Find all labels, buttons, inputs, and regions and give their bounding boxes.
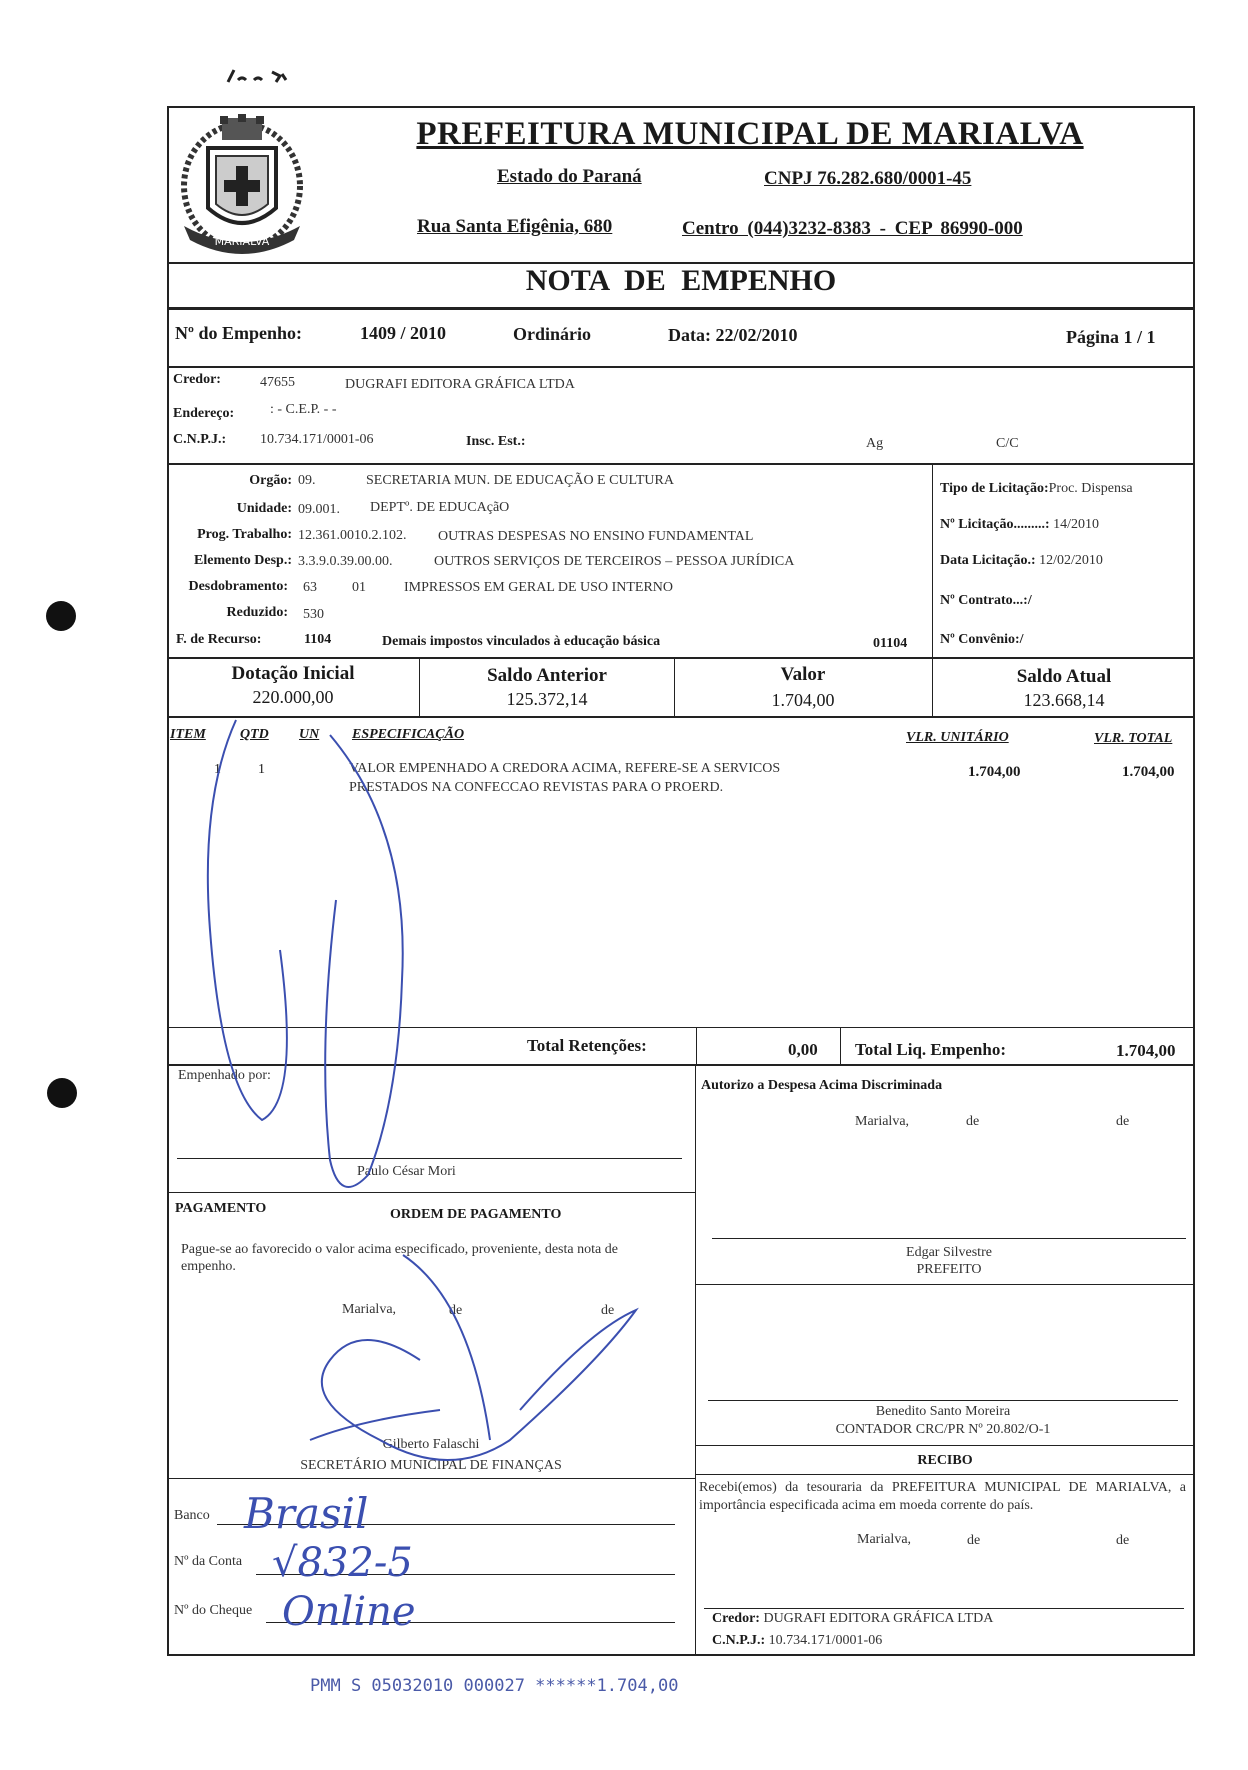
item-spec-line1: VALOR EMPENHADO A CREDORA ACIMA, REFERE-SE A SERVICOS [349, 761, 781, 776]
autorizo-de2: de [1116, 1114, 1130, 1129]
cheque-handwritten: Online [282, 1589, 416, 1635]
svg-text:MARIALVA: MARIALVA [214, 235, 270, 248]
cnpj-label: C.N.P.J.: [173, 432, 227, 447]
ag-label: Ag [866, 436, 884, 451]
cc-label: C/C [996, 436, 1019, 451]
pagamento-text: Pague-se ao favorecido o valor acima especificado, proveniente, desta nota de empenho. [181, 1242, 618, 1274]
reduzido-value: 530 [303, 607, 324, 622]
ordem-pagamento-label: ORDEM DE PAGAMENTO [390, 1207, 562, 1222]
state-name: Estado do Paraná [497, 166, 642, 187]
conta-handwritten: √832-5 [272, 1540, 413, 1586]
col-un: UN [299, 727, 320, 742]
autorizo-de1: de [966, 1114, 980, 1129]
recibo-credor-label: Credor: [712, 1611, 760, 1626]
credor-code: 47655 [260, 375, 295, 390]
recibo-label: RECIBO [917, 1453, 973, 1468]
col-vlr-unitario: VLR. UNITÁRIO [906, 730, 1009, 745]
desdobramento-name: IMPRESSOS EM GERAL DE USO INTERNO [404, 580, 674, 595]
recibo-cnpj-value: 10.734.171/0001-06 [768, 1633, 883, 1648]
recurso-label: F. de Recurso: [176, 632, 262, 647]
dotacao-inicial-value: 220.000,00 [252, 687, 334, 707]
col-vlr-total: VLR. TOTAL [1094, 731, 1173, 746]
empenho-type: Ordinário [513, 324, 592, 344]
autorizo-place: Marialva, [855, 1114, 910, 1129]
pagamento-label: PAGAMENTO [175, 1201, 267, 1216]
elemento-code: 3.3.9.0.39.00.00. [298, 554, 393, 569]
pagamento-de1: de [449, 1303, 463, 1318]
numero-licitacao-value: 14/2010 [1053, 517, 1099, 532]
col-especificacao: ESPECIFICAÇÃO [352, 727, 465, 742]
empenho-number-label: Nº do Empenho: [175, 323, 302, 343]
credor-name: DUGRAFI EDITORA GRÁFICA LTDA [345, 377, 575, 392]
valor-label: Valor [780, 664, 826, 685]
recurso-code2: 01104 [873, 636, 908, 651]
tipo-licitacao-value: Proc. Dispensa [1048, 481, 1133, 496]
credor-label: Credor: [173, 372, 221, 387]
recibo-cnpj-label: C.N.P.J.: [712, 1633, 766, 1648]
orgao-code: 09. [298, 473, 316, 488]
contador-name: Benedito Santo Moreira [875, 1404, 1011, 1419]
conta-label: Nº da Conta [174, 1554, 243, 1569]
page-number: Página 1 / 1 [1066, 327, 1156, 347]
cheque-label: Nº do Cheque [174, 1603, 253, 1618]
desdobramento-code1: 63 [303, 580, 317, 595]
recurso-name: Demais impostos vinculados à educação básica [382, 634, 661, 649]
col-item: ITEM [170, 727, 206, 742]
recibo-de2: de [1116, 1533, 1130, 1548]
item-number: 1 [214, 762, 221, 777]
municipality-address: Rua Santa Efigênia, 680 [417, 216, 613, 237]
item-spec-line2: PRESTADOS NA CONFECCAO REVISTAS PARA O PROERD. [349, 780, 724, 795]
payment-stamp: PMM S 05032010 000027 ******1.704,00 [310, 1676, 679, 1696]
data-licitacao-label: Data Licitação.: [940, 553, 1036, 568]
credor-cnpj: 10.734.171/0001-06 [260, 432, 374, 447]
contador-role: CONTADOR CRC/PR Nº 20.802/O-1 [835, 1422, 1051, 1437]
data-licitacao-value: 12/02/2010 [1039, 553, 1103, 568]
retencoes-value: 0,00 [788, 1040, 818, 1059]
retencoes-label: Total Retenções: [527, 1036, 647, 1055]
prog-trabalho-name: OUTRAS DESPESAS NO ENSINO FUNDAMENTAL [438, 529, 754, 544]
top-scribble [224, 62, 304, 86]
reduzido-label: Reduzido: [226, 605, 288, 620]
pagamento-place: Marialva, [342, 1302, 397, 1317]
desdobramento-label: Desdobramento: [188, 579, 288, 594]
dotacao-inicial-label: Dotação Inicial [231, 663, 355, 684]
document-title: NOTA DE EMPENHO [525, 264, 837, 297]
elemento-name: OUTROS SERVIÇOS DE TERCEIROS – PESSOA JURÍDICA [434, 554, 795, 569]
prefeito-role: PREFEITO [916, 1262, 982, 1277]
item-unit-value: 1.704,00 [968, 764, 1021, 780]
orgao-label: Orgão: [249, 473, 292, 488]
secretario-role: SECRETÁRIO MUNICIPAL DE FINANÇAS [300, 1458, 562, 1473]
prefeito-name: Edgar Silvestre [906, 1245, 992, 1260]
empenhado-por-name: Paulo César Mori [357, 1164, 456, 1179]
empenhado-por-label: Empenhado por: [178, 1068, 271, 1083]
prog-trabalho-label: Prog. Trabalho: [197, 527, 292, 542]
coat-of-arms-logo [170, 108, 315, 258]
punch-hole-bottom [47, 1078, 77, 1108]
convenio-field: Nº Convênio:/ [940, 632, 1024, 647]
recurso-code: 1104 [304, 632, 332, 647]
orgao-name: SECRETARIA MUN. DE EDUCAÇÃO E CULTURA [366, 473, 674, 488]
pagamento-de2: de [601, 1303, 615, 1318]
municipality-cnpj: CNPJ 76.282.680/0001-45 [764, 168, 972, 189]
desdobramento-code2: 01 [352, 580, 366, 595]
recibo-text: Recebi(emos) da tesouraria da PREFEITURA MUNICIPAL DE MARIALVA, a importância especificada acima em moeda corrente do país. [699, 1480, 1186, 1513]
saldo-atual-value: 123.668,14 [1023, 690, 1105, 710]
numero-licitacao-label: Nº Licitação.........: [940, 517, 1050, 532]
empenho-date: Data: 22/02/2010 [668, 325, 798, 345]
tipo-licitacao-label: Tipo de Licitação: [940, 481, 1049, 496]
municipality-title: PREFEITURA MUNICIPAL DE MARIALVA [416, 116, 1084, 152]
recibo-credor-name: DUGRAFI EDITORA GRÁFICA LTDA [763, 1611, 994, 1626]
saldo-anterior-value: 125.372,14 [506, 689, 588, 709]
item-qty: 1 [258, 762, 265, 777]
recibo-place: Marialva, [857, 1532, 912, 1547]
elemento-label: Elemento Desp.: [194, 553, 292, 568]
unidade-code: 09.001. [298, 502, 340, 517]
insc-est-label: Insc. Est.: [466, 434, 526, 449]
credor-address: : - C.E.P. - - [270, 402, 337, 417]
contrato-field: Nº Contrato...:/ [940, 593, 1032, 608]
col-qtd: QTD [240, 727, 269, 742]
secretario-name: Gilberto Falaschi [382, 1437, 480, 1452]
endereco-label: Endereço: [173, 406, 235, 421]
autorizo-label: Autorizo a Despesa Acima Discriminada [701, 1078, 943, 1093]
total-liquido-label: Total Liq. Empenho: [855, 1040, 1006, 1059]
item-total-value: 1.704,00 [1122, 764, 1175, 780]
recibo-de1: de [967, 1533, 981, 1548]
unidade-name: DEPTº. DE EDUCAçãO [370, 500, 510, 515]
saldo-anterior-label: Saldo Anterior [487, 665, 607, 686]
punch-hole-top [46, 601, 76, 631]
empenho-number: 1409 / 2010 [360, 323, 447, 343]
unidade-label: Unidade: [236, 501, 292, 516]
valor-value: 1.704,00 [771, 690, 835, 710]
municipality-contact: Centro (044)3232-8383 - CEP 86990-000 [682, 218, 1023, 239]
total-liquido-value: 1.704,00 [1116, 1041, 1176, 1060]
prog-trabalho-code: 12.361.0010.2.102. [298, 528, 407, 543]
saldo-atual-label: Saldo Atual [1016, 666, 1112, 687]
banco-label: Banco [174, 1508, 210, 1523]
banco-handwritten: Brasil [244, 1489, 369, 1538]
